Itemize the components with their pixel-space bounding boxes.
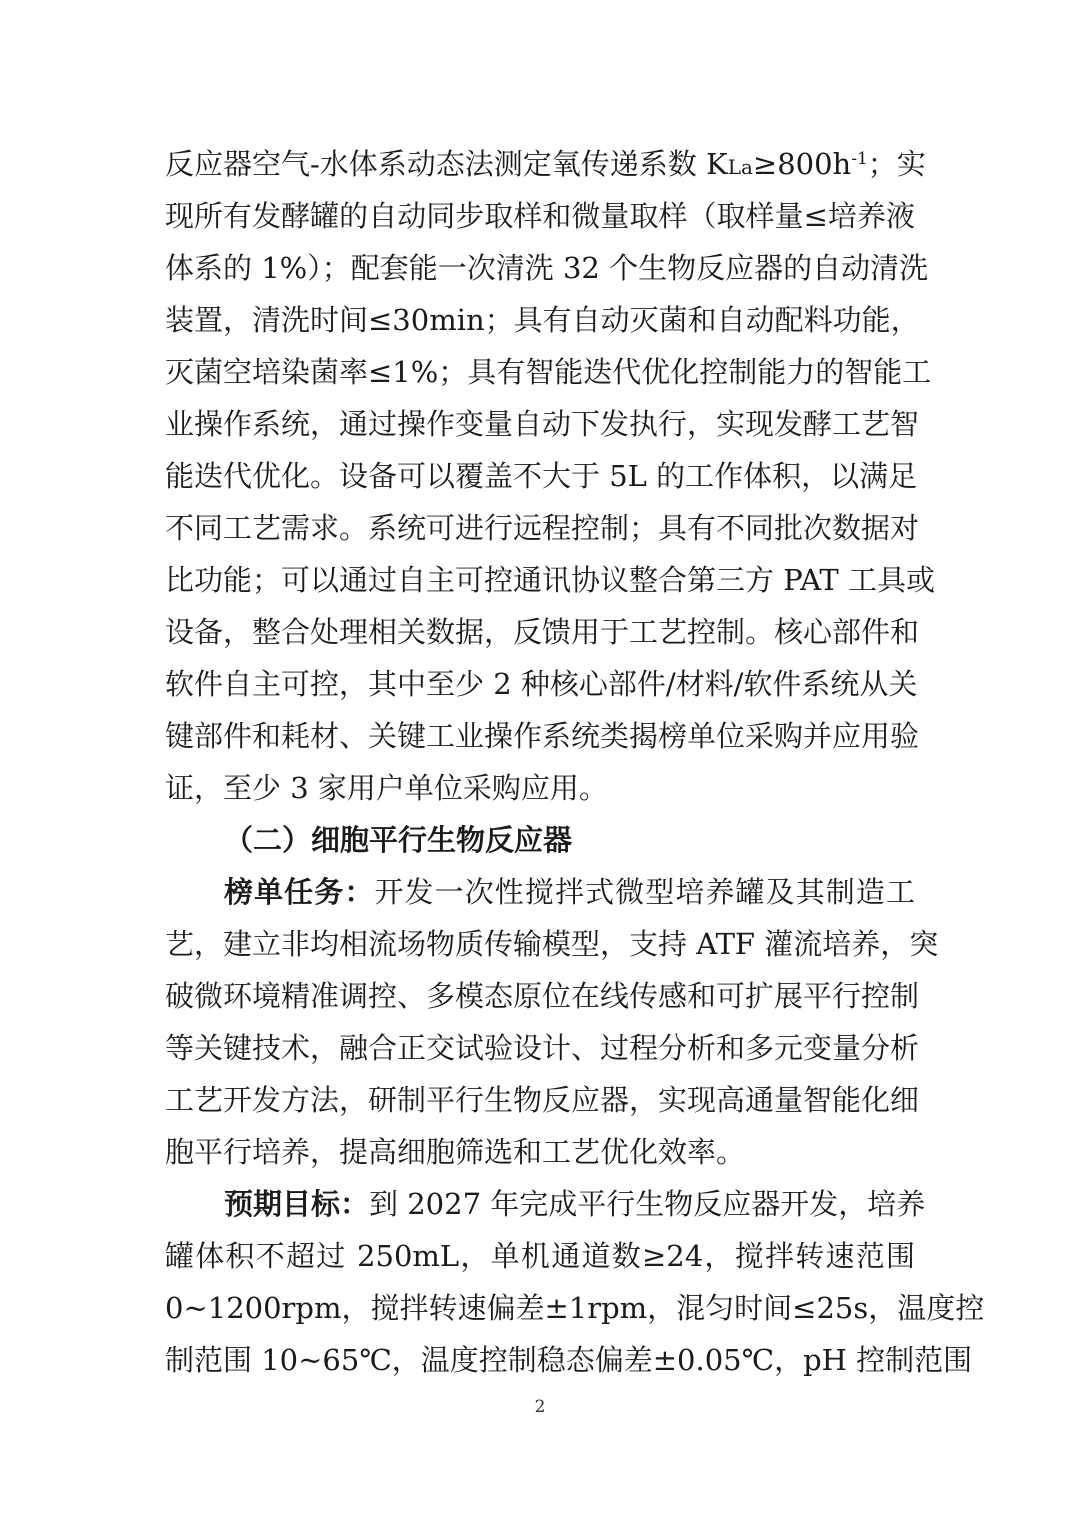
target-first-line	[224, 1178, 926, 1230]
task-first-line	[224, 866, 915, 918]
paragraph-line: 装置，清洗时间≤30min；具有自动灭菌和自动配料功能，	[165, 303, 920, 337]
text-segment: ；实	[867, 147, 926, 181]
target-label: 预期目标：	[224, 1187, 370, 1221]
page-number: 2	[534, 1397, 546, 1417]
paragraph-line: 业操作系统，通过操作变量自动下发执行，实现发酵工艺智	[165, 407, 920, 441]
task-text: 开发一次性搅拌式微型培养罐及其制造工	[374, 875, 915, 909]
paragraph-line: 工艺开发方法，研制平行生物反应器，实现高通量智能化细	[165, 1083, 920, 1117]
target-text: 到 2027 年完成平行生物反应器开发，培养	[369, 1187, 926, 1221]
text-segment: ≥800h	[752, 147, 852, 181]
paragraph-line: 软件自主可控，其中至少 2 种核心部件/材料/软件系统从关	[165, 667, 918, 701]
paragraph-line: 破微环境精准调控、多模态原位在线传感和可扩展平行控制	[165, 979, 920, 1013]
paragraph-line: 体系的 1%）；配套能一次清洗 32 个生物反应器的自动清洗	[165, 251, 929, 285]
text-segment: 反应器空气-水体系动态法测定氧传递系数 K	[165, 147, 728, 181]
superscript: -1	[851, 149, 868, 169]
section-heading: （二）细胞平行生物反应器	[224, 823, 573, 857]
paragraph-line: 现所有发酵罐的自动同步取样和微量取样（取样量≤培养液	[165, 199, 915, 233]
paragraph-line: 证，至少 3 家用户单位采购应用。	[165, 771, 608, 805]
paragraph-line: 比功能；可以通过自主可控通讯协议整合第三方 PAT 工具或	[165, 563, 935, 597]
paragraph-line: 能迭代优化。设备可以覆盖不大于 5L 的工作体积，以满足	[165, 459, 918, 493]
paragraph-line: 设备，整合处理相关数据，反馈用于工艺控制。核心部件和	[165, 615, 920, 649]
paragraph-line: 灭菌空培染菌率≤1%；具有智能迭代优化控制能力的智能工	[165, 355, 932, 389]
paragraph-line: 键部件和耗材、关键工业操作系统类揭榜单位采购并应用验	[165, 719, 920, 753]
paragraph-line: 艺，建立非均相流场物质传输模型，支持 ATF 灌流培养，突	[165, 927, 939, 961]
paragraph-line: 0~1200rpm，搅拌转速偏差±1rpm，混匀时间≤25s，温度控	[165, 1291, 985, 1325]
paragraph-line	[165, 138, 926, 190]
subscript: La	[727, 155, 753, 179]
paragraph-line: 罐体积不超过 250mL，单机通道数≥24，搅拌转速范围	[165, 1239, 915, 1273]
paragraph-line: 制范围 10~65℃，温度控制稳态偏差±0.05℃，pH 控制范围	[165, 1343, 973, 1377]
paragraph-line: 等关键技术，融合正交试验设计、过程分析和多元变量分析	[165, 1031, 920, 1065]
task-label: 榜单任务：	[224, 875, 375, 909]
paragraph-line: 胞平行培养，提高细胞筛选和工艺优化效率。	[165, 1135, 746, 1169]
paragraph-line: 不同工艺需求。系统可进行远程控制；具有不同批次数据对	[165, 511, 920, 545]
